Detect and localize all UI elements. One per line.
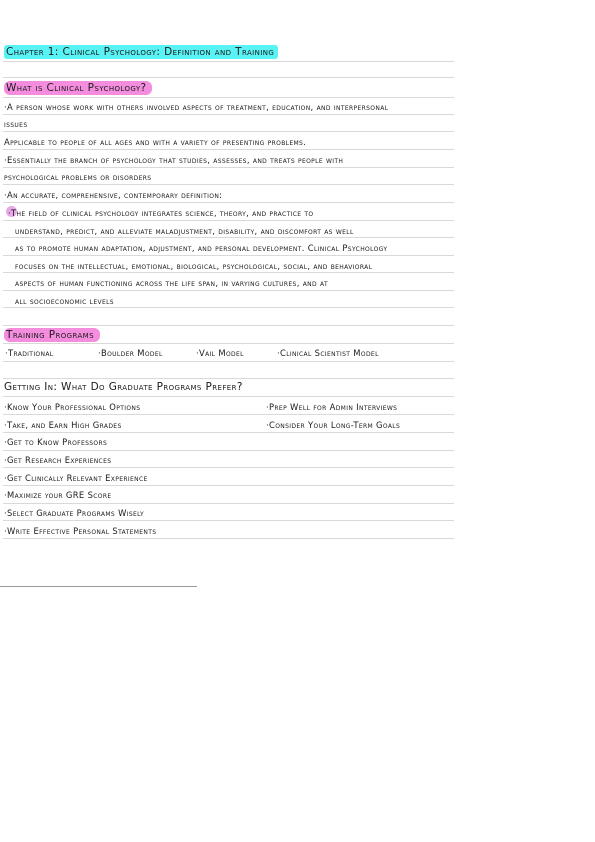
what-is-line: ·Essentially the branch of psychology that studies, assesses, and treats people with (4, 155, 344, 165)
getting-in-item: ·Write Effective Personal Statements (4, 526, 157, 536)
getting-in-item: ·Select Graduate Programs Wisely (4, 508, 145, 518)
definition-line: aspects of human functioning across the life span, in varying cultures, and at (15, 278, 329, 288)
training-item: ·Boulder Model (98, 348, 163, 358)
getting-in-item: ·Get Clinically Relevant Experience (4, 473, 148, 483)
bottom-divider (0, 586, 197, 587)
chapter-title-text: Chapter 1: Clinical Psychology: Definition and Training (4, 45, 278, 59)
training-item: ·Vail Model (196, 348, 244, 358)
getting-in-item-right: ·Prep Well for Admin Interviews (266, 402, 398, 412)
definition-line: all socioeconomic levels (15, 296, 114, 306)
section-heading-training-text: Training Programs (4, 328, 100, 342)
definition-line: understand, predict, and alleviate maladjustment, disability, and discomfort as well (15, 226, 354, 236)
training-item: ·Clinical Scientist Model (277, 348, 379, 358)
getting-in-item-right: ·Consider Your Long-Term Goals (266, 420, 401, 430)
getting-in-item: ·Get to Know Professors (4, 437, 108, 447)
what-is-line: Applicable to people of all ages and with a variety of presenting problems. (4, 137, 307, 147)
getting-in-item: ·Get Research Experiences (4, 455, 112, 465)
section-heading-what-is-text: What is Clinical Psychology? (4, 81, 152, 95)
getting-in-item: ·Know Your Professional Options (4, 402, 141, 412)
definition-line: as to promote human adaptation, adjustment, and personal development. Clinical Psychology (15, 243, 388, 253)
definition-line: ·The field of clinical psychology integrates science, theory, and practice to (8, 208, 314, 218)
what-is-line: psychological problems or disorders (4, 172, 152, 182)
getting-in-item: ·Take, and Earn High Grades (4, 420, 122, 430)
section-heading-getting-in: Getting In: What Do Graduate Programs Prefer? (4, 381, 243, 393)
what-is-line: issues (4, 119, 28, 129)
getting-in-item: ·Maximize your GRE Score (4, 490, 112, 500)
definition-line: focuses on the intellectual, emotional, biological, psychological, social, and behavioral (15, 261, 373, 271)
training-item: ·Traditional (5, 348, 54, 358)
chapter-title (4, 47, 278, 58)
section-heading-what-is (4, 83, 152, 94)
what-is-line: ·An accurate, comprehensive, contemporary definition: (4, 190, 223, 200)
what-is-line: ·A person whose work with others involved aspects of treatment, education, and interpersonal (4, 102, 389, 112)
section-heading-training (4, 330, 100, 341)
